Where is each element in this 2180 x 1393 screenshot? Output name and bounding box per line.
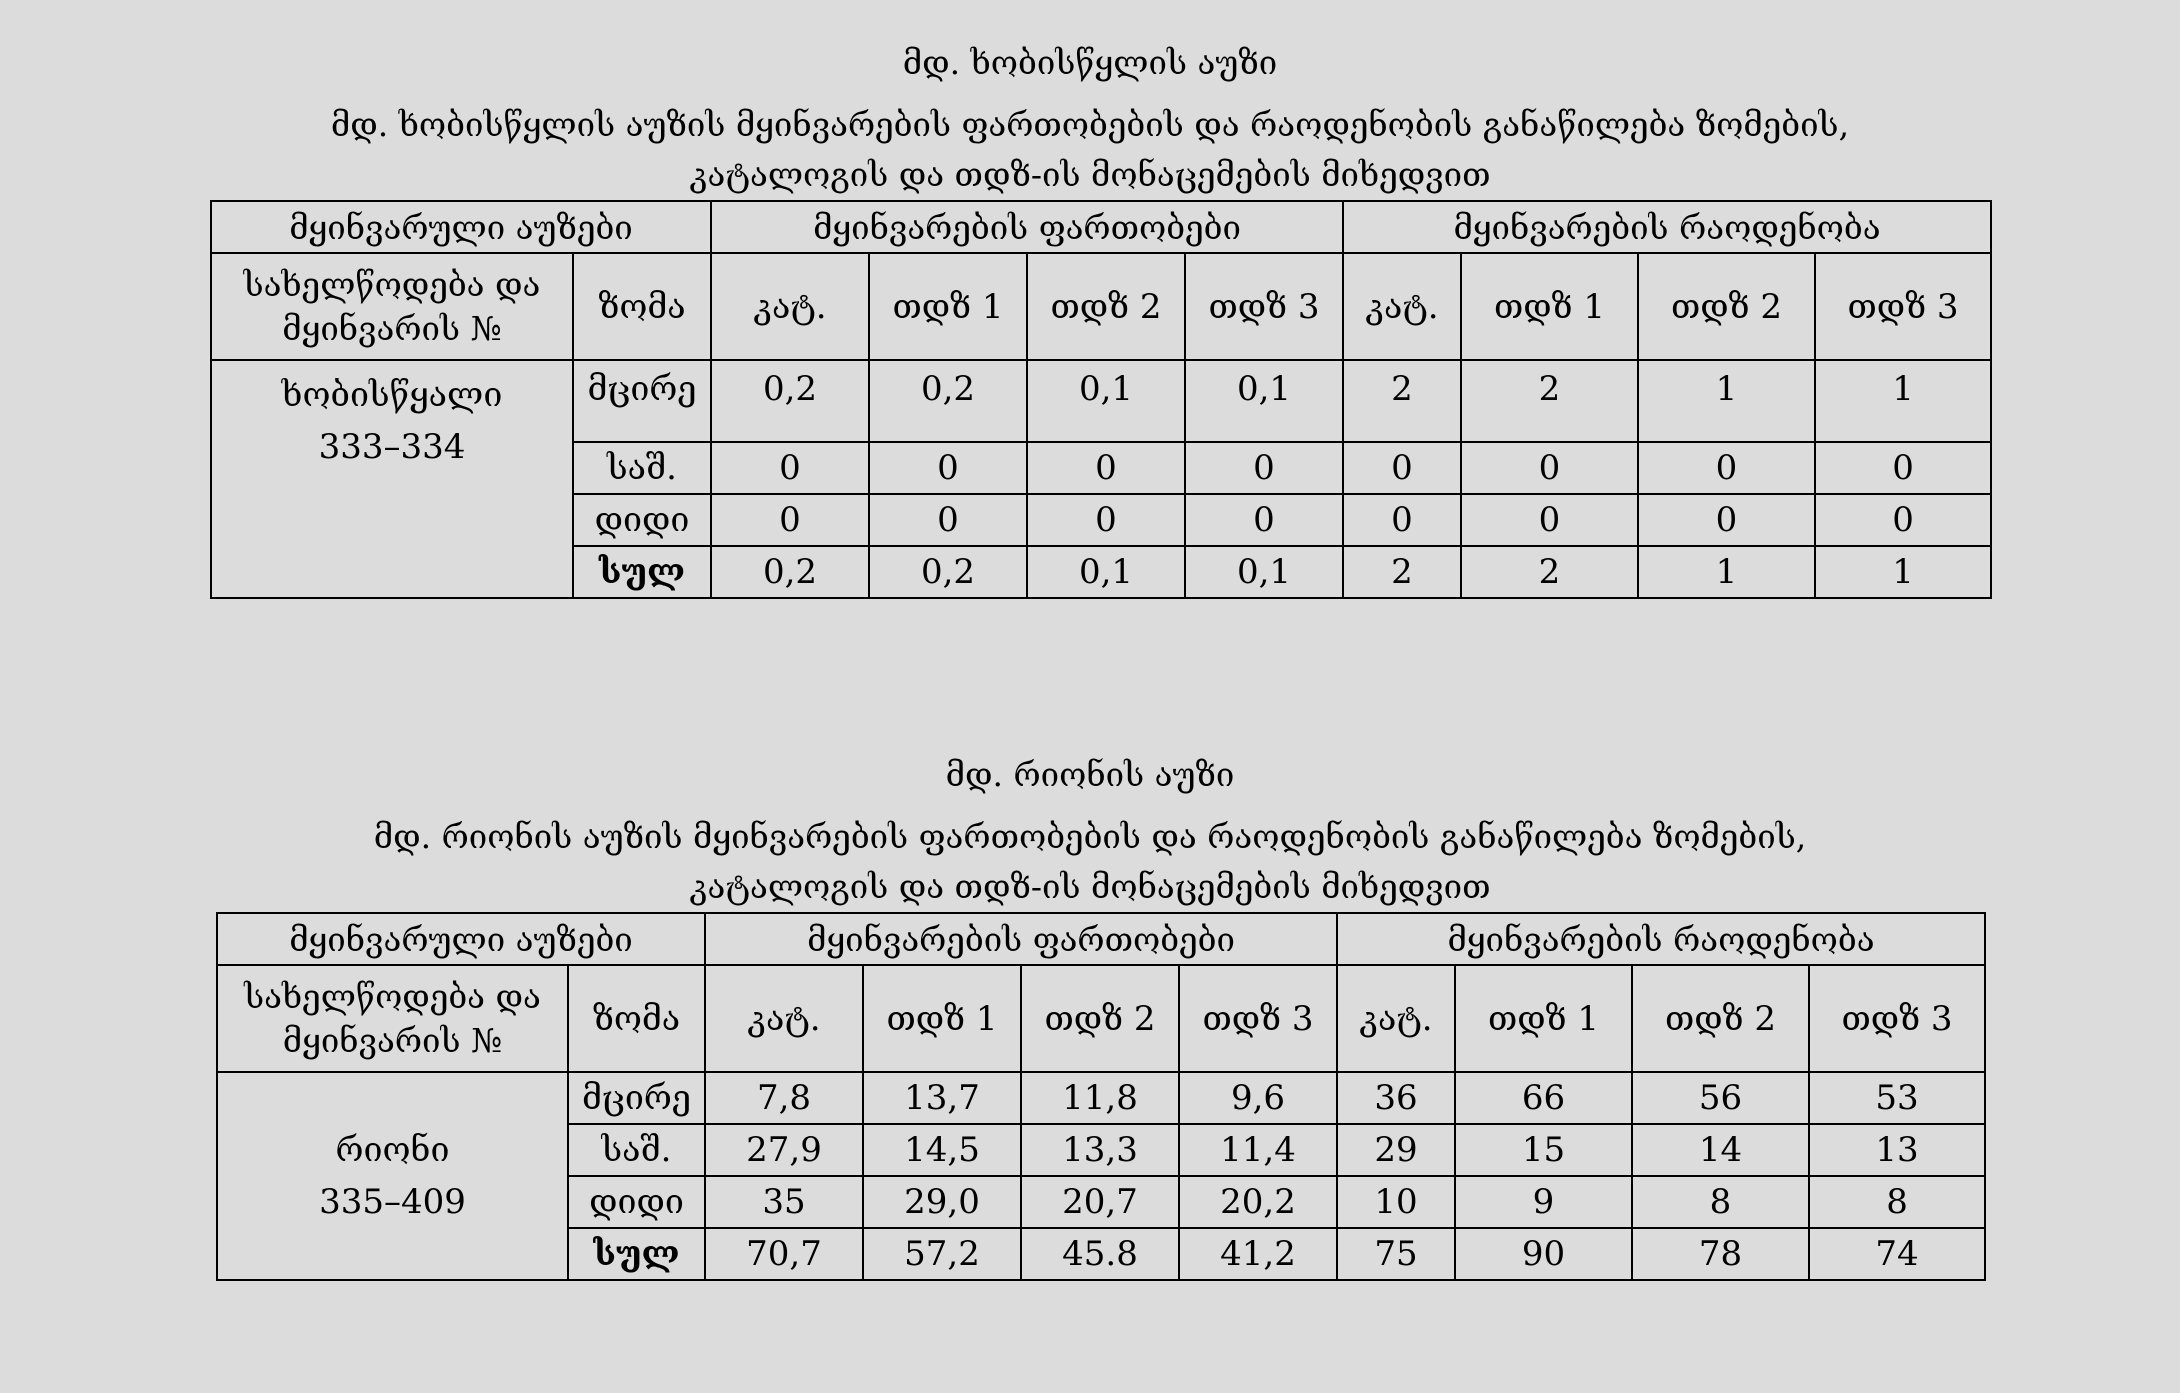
value-cell: 0,1 — [1027, 546, 1185, 598]
size-label: სულ — [573, 546, 711, 598]
table-row — [211, 360, 1991, 442]
value-cell: 13,7 — [863, 1072, 1021, 1124]
value-cell: 7,8 — [705, 1072, 863, 1124]
table-caption-line-1: მდ. ხობისწყლის აუზის მყინვარების ფართობების და რაოდენობის განაწილება ზომების, — [330, 105, 1850, 144]
river-name: რიონი — [335, 1130, 450, 1170]
table-caption-line-2: კატალოგის და თდზ-ის მონაცემების მიხედვით — [689, 155, 1491, 194]
value-cell: 53 — [1809, 1072, 1985, 1124]
basin-title: მდ. ხობისწყლის აუზი — [902, 43, 1278, 82]
header-areas: მყინვარების ფართობები — [711, 201, 1343, 253]
header-col: კატ. — [1337, 965, 1455, 1072]
value-cell: 2 — [1461, 546, 1638, 598]
column-header-row — [217, 965, 1985, 1072]
value-cell: 45.8 — [1021, 1228, 1179, 1280]
value-cell: 0 — [869, 442, 1027, 494]
value-cell: 29 — [1337, 1124, 1455, 1176]
value-cell: 35 — [705, 1176, 863, 1228]
header-name: სახელწოდება და მყინვარის № — [217, 965, 568, 1072]
value-cell: 0 — [1638, 442, 1815, 494]
glacier-table — [216, 912, 1986, 1281]
header-col: თდზ 2 — [1021, 965, 1179, 1072]
rioni-section — [0, 750, 2180, 1281]
header-size: ზომა — [568, 965, 705, 1072]
value-cell: 1 — [1815, 360, 1991, 442]
value-cell: 57,2 — [863, 1228, 1021, 1280]
value-cell: 0 — [1638, 494, 1815, 546]
header-basins: მყინვარული აუზები — [211, 201, 711, 253]
value-cell: 11,4 — [1179, 1124, 1337, 1176]
header-name: სახელწოდება და მყინვარის № — [211, 253, 573, 360]
value-cell: 0 — [1027, 494, 1185, 546]
value-cell: 14 — [1632, 1124, 1809, 1176]
size-label: მცირე — [573, 360, 711, 442]
table-row — [217, 1072, 1985, 1124]
size-label: საშ. — [573, 442, 711, 494]
value-cell: 14,5 — [863, 1124, 1021, 1176]
value-cell: 1 — [1638, 546, 1815, 598]
value-cell: 74 — [1809, 1228, 1985, 1280]
value-cell: 90 — [1455, 1228, 1632, 1280]
header-col: თდზ 2 — [1632, 965, 1809, 1072]
value-cell: 0 — [1185, 442, 1343, 494]
value-cell: 0 — [1815, 442, 1991, 494]
header-col: კატ. — [1343, 253, 1461, 360]
header-col: თდზ 1 — [1461, 253, 1638, 360]
value-cell: 13,3 — [1021, 1124, 1179, 1176]
size-label: მცირე — [568, 1072, 705, 1124]
column-header-row — [211, 253, 1991, 360]
header-col: თდზ 3 — [1809, 965, 1985, 1072]
value-cell: 9,6 — [1179, 1072, 1337, 1124]
value-cell: 0 — [1461, 442, 1638, 494]
header-col: კატ. — [711, 253, 869, 360]
size-label: სულ — [568, 1228, 705, 1280]
value-cell: 70,7 — [705, 1228, 863, 1280]
table-caption-line-1: მდ. რიონის აუზის მყინვარების ფართობების და რაოდენობის განაწილება ზომების, — [373, 817, 1807, 856]
value-cell: 66 — [1455, 1072, 1632, 1124]
glacier-range: 335–409 — [319, 1182, 466, 1222]
value-cell: 10 — [1337, 1176, 1455, 1228]
value-cell: 2 — [1461, 360, 1638, 442]
header-areas: მყინვარების ფართობები — [705, 913, 1337, 965]
value-cell: 2 — [1343, 546, 1461, 598]
glacier-range: 333–334 — [318, 427, 466, 467]
basin-title: მდ. რიონის აუზი — [945, 755, 1235, 794]
size-label: დიდი — [568, 1176, 705, 1228]
value-cell: 1 — [1815, 546, 1991, 598]
header-col: თდზ 2 — [1638, 253, 1815, 360]
value-cell: 0,1 — [1185, 546, 1343, 598]
value-cell: 0,1 — [1027, 360, 1185, 442]
value-cell: 1 — [1638, 360, 1815, 442]
value-cell: 0,2 — [869, 546, 1027, 598]
value-cell: 0,2 — [711, 360, 869, 442]
value-cell: 0 — [711, 494, 869, 546]
header-col: თდზ 1 — [1455, 965, 1632, 1072]
value-cell: 11,8 — [1021, 1072, 1179, 1124]
value-cell: 56 — [1632, 1072, 1809, 1124]
header-col: თდზ 3 — [1815, 253, 1991, 360]
value-cell: 9 — [1455, 1176, 1632, 1228]
header-col: კატ. — [705, 965, 863, 1072]
header-basins: მყინვარული აუზები — [217, 913, 705, 965]
value-cell: 0 — [1185, 494, 1343, 546]
size-label: დიდი — [573, 494, 711, 546]
value-cell: 0 — [1343, 442, 1461, 494]
value-cell: 0 — [1343, 494, 1461, 546]
value-cell: 8 — [1809, 1176, 1985, 1228]
river-name: ხობისწყალი — [281, 375, 503, 415]
value-cell: 0,2 — [869, 360, 1027, 442]
value-cell: 27,9 — [705, 1124, 863, 1176]
value-cell: 2 — [1343, 360, 1461, 442]
value-cell: 15 — [1455, 1124, 1632, 1176]
value-cell: 36 — [1337, 1072, 1455, 1124]
value-cell: 20,2 — [1179, 1176, 1337, 1228]
header-col: თდზ 3 — [1179, 965, 1337, 1072]
value-cell: 0 — [1815, 494, 1991, 546]
header-col: თდზ 1 — [863, 965, 1021, 1072]
value-cell: 0,1 — [1185, 360, 1343, 442]
table-caption-line-2: კატალოგის და თდზ-ის მონაცემების მიხედვით — [689, 867, 1491, 906]
header-size: ზომა — [573, 253, 711, 360]
value-cell: 0 — [1027, 442, 1185, 494]
value-cell: 41,2 — [1179, 1228, 1337, 1280]
header-col: თდზ 2 — [1027, 253, 1185, 360]
header-col: თდზ 1 — [869, 253, 1027, 360]
group-header-row — [211, 201, 1991, 253]
header-counts: მყინვარების რაოდენობა — [1337, 913, 1985, 965]
value-cell: 0 — [1461, 494, 1638, 546]
value-cell: 75 — [1337, 1228, 1455, 1280]
glacier-table — [210, 200, 1992, 599]
group-header-row — [217, 913, 1985, 965]
river-name-cell — [217, 1072, 568, 1280]
value-cell: 0 — [869, 494, 1027, 546]
size-label: საშ. — [568, 1124, 705, 1176]
value-cell: 29,0 — [863, 1176, 1021, 1228]
header-counts: მყინვარების რაოდენობა — [1343, 201, 1991, 253]
value-cell: 13 — [1809, 1124, 1985, 1176]
khobistskali-section — [0, 38, 2180, 599]
value-cell: 20,7 — [1021, 1176, 1179, 1228]
river-name-cell — [211, 360, 573, 598]
value-cell: 0 — [711, 442, 869, 494]
value-cell: 78 — [1632, 1228, 1809, 1280]
value-cell: 8 — [1632, 1176, 1809, 1228]
header-col: თდზ 3 — [1185, 253, 1343, 360]
value-cell: 0,2 — [711, 546, 869, 598]
